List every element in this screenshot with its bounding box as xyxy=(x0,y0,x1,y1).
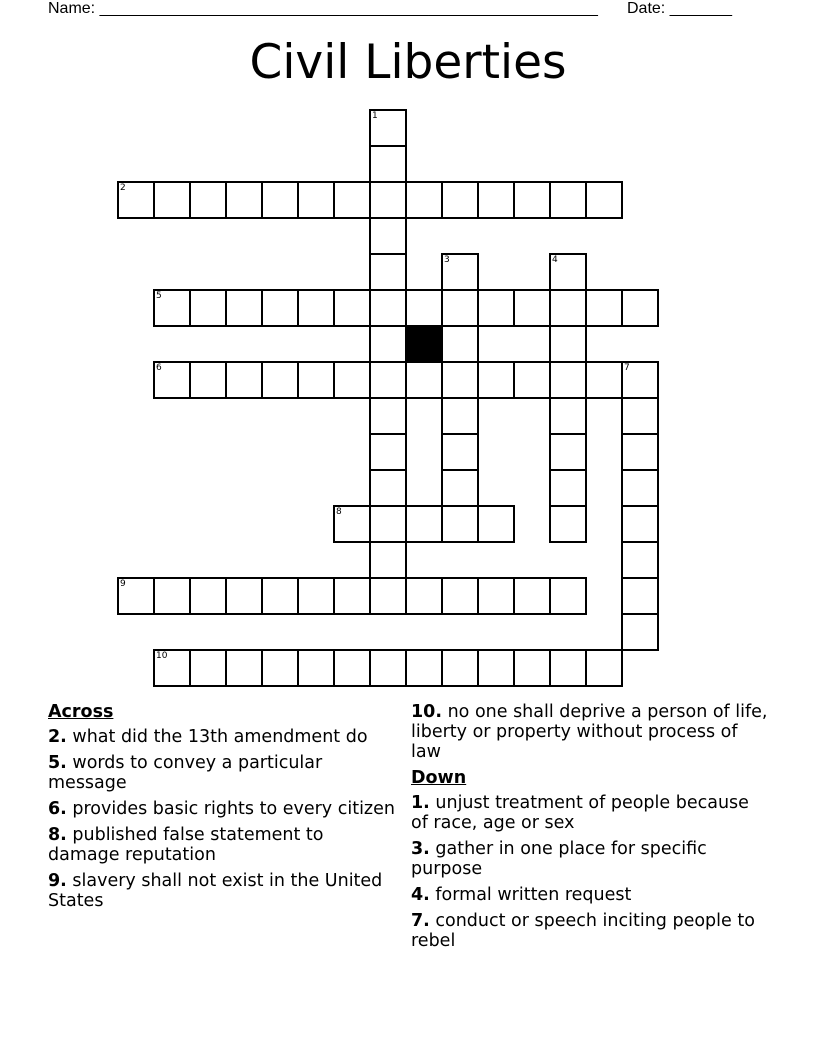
date-field-label: Date: _______ xyxy=(627,0,732,17)
grid-cell[interactable] xyxy=(297,181,335,219)
grid-cell[interactable] xyxy=(441,433,479,471)
grid-cell[interactable] xyxy=(261,181,299,219)
grid-cell[interactable] xyxy=(369,217,407,255)
grid-cell[interactable] xyxy=(225,577,263,615)
clue-down-3 xyxy=(411,839,771,879)
cell-number: 10 xyxy=(156,651,168,661)
grid-cell[interactable] xyxy=(621,469,659,507)
grid-cell[interactable] xyxy=(261,577,299,615)
grid-cell[interactable] xyxy=(441,253,479,291)
grid-cell[interactable] xyxy=(441,361,479,399)
clue-down-1 xyxy=(411,793,771,833)
grid-cell[interactable] xyxy=(333,577,371,615)
cell-number: 9 xyxy=(120,579,126,589)
grid-cell[interactable] xyxy=(405,181,443,219)
grid-cell[interactable] xyxy=(441,505,479,543)
clue-across-2 xyxy=(48,727,398,747)
grid-cell[interactable] xyxy=(549,469,587,507)
grid-cell[interactable] xyxy=(621,613,659,651)
grid-cell[interactable] xyxy=(369,505,407,543)
grid-cell[interactable] xyxy=(477,649,515,687)
grid-cell[interactable] xyxy=(585,361,623,399)
grid-cell[interactable] xyxy=(261,289,299,327)
grid-cell[interactable] xyxy=(189,361,227,399)
clue-number: 2. xyxy=(48,727,67,747)
clue-number: 9. xyxy=(48,871,67,891)
grid-cell[interactable] xyxy=(441,325,479,363)
grid-cell[interactable] xyxy=(441,649,479,687)
grid-cell[interactable] xyxy=(441,469,479,507)
clue-number: 1. xyxy=(411,793,430,813)
grid-cell[interactable] xyxy=(441,397,479,435)
grid-cell[interactable] xyxy=(621,361,659,399)
grid-cell[interactable] xyxy=(405,361,443,399)
grid-cell[interactable] xyxy=(333,649,371,687)
grid-cell[interactable] xyxy=(153,181,191,219)
grid-cell[interactable] xyxy=(405,505,443,543)
cell-number: 3 xyxy=(444,255,450,265)
grid-cell[interactable] xyxy=(405,649,443,687)
grid-cell[interactable] xyxy=(369,577,407,615)
clue-across-9 xyxy=(48,871,398,911)
grid-cell[interactable] xyxy=(621,541,659,579)
clue-number: 10. xyxy=(411,702,443,722)
grid-cell[interactable] xyxy=(189,649,227,687)
grid-cell[interactable] xyxy=(153,289,191,327)
grid-cell[interactable] xyxy=(117,577,155,615)
cell-number: 5 xyxy=(156,291,162,301)
clue-text: conduct or speech inciting people to rebel xyxy=(411,911,755,951)
grid-cell[interactable] xyxy=(585,649,623,687)
grid-cell[interactable] xyxy=(621,289,659,327)
grid-cell[interactable] xyxy=(369,541,407,579)
grid-cell[interactable] xyxy=(153,361,191,399)
grid-cell[interactable] xyxy=(441,181,479,219)
clue-text: unjust treatment of people because of race, age or sex xyxy=(411,793,749,833)
grid-cell[interactable] xyxy=(441,577,479,615)
clue-text: no one shall deprive a person of life, liberty or property without process of law xyxy=(411,702,768,762)
grid-block xyxy=(405,325,443,363)
cell-number: 1 xyxy=(372,111,378,121)
cell-number: 2 xyxy=(120,183,126,193)
clue-number: 5. xyxy=(48,753,67,773)
grid-cell[interactable] xyxy=(189,181,227,219)
grid-cell[interactable] xyxy=(549,289,587,327)
grid-cell[interactable] xyxy=(333,289,371,327)
grid-cell[interactable] xyxy=(549,253,587,291)
grid-cell[interactable] xyxy=(621,433,659,471)
clue-across-10 xyxy=(411,702,771,762)
grid-cell[interactable] xyxy=(513,577,551,615)
grid-cell[interactable] xyxy=(369,253,407,291)
grid-cell[interactable] xyxy=(297,289,335,327)
clues-right-column xyxy=(411,702,771,957)
clue-text: provides basic rights to every citizen xyxy=(66,799,395,819)
grid-cell[interactable] xyxy=(405,577,443,615)
clue-down-7 xyxy=(411,911,771,951)
clue-text: words to convey a particular message xyxy=(48,753,323,793)
clue-text: published false statement to damage reputation xyxy=(48,825,324,865)
clue-number: 8. xyxy=(48,825,67,845)
grid-cell[interactable] xyxy=(369,109,407,147)
grid-cell[interactable] xyxy=(225,181,263,219)
clue-across-8 xyxy=(48,825,398,865)
grid-cell[interactable] xyxy=(261,361,299,399)
grid-cell[interactable] xyxy=(369,469,407,507)
grid-cell[interactable] xyxy=(513,181,551,219)
clues-left-column xyxy=(48,702,398,917)
clue-text: formal written request xyxy=(429,885,632,905)
grid-cell[interactable] xyxy=(549,397,587,435)
grid-cell[interactable] xyxy=(585,181,623,219)
grid-cell[interactable] xyxy=(369,433,407,471)
grid-cell[interactable] xyxy=(549,505,587,543)
grid-cell[interactable] xyxy=(189,577,227,615)
grid-cell[interactable] xyxy=(477,577,515,615)
grid-cell[interactable] xyxy=(513,361,551,399)
clue-text: gather in one place for specific purpose xyxy=(411,839,707,879)
clue-across-6 xyxy=(48,799,398,819)
grid-cell[interactable] xyxy=(153,649,191,687)
grid-cell[interactable] xyxy=(225,289,263,327)
down-heading: Down xyxy=(411,768,467,788)
grid-cell[interactable] xyxy=(333,361,371,399)
grid-cell[interactable] xyxy=(369,325,407,363)
grid-cell[interactable] xyxy=(477,289,515,327)
grid-cell[interactable] xyxy=(189,289,227,327)
clue-number: 7. xyxy=(411,911,430,931)
clue-across-5 xyxy=(48,753,398,793)
clue-number: 4. xyxy=(411,885,430,905)
grid-cell[interactable] xyxy=(441,289,479,327)
grid-cell[interactable] xyxy=(261,649,299,687)
cell-number: 7 xyxy=(624,363,630,373)
grid-cell[interactable] xyxy=(297,649,335,687)
clue-number: 3. xyxy=(411,839,430,859)
across-heading: Across xyxy=(48,702,114,722)
cell-number: 8 xyxy=(336,507,342,517)
grid-cell[interactable] xyxy=(477,361,515,399)
grid-cell[interactable] xyxy=(369,361,407,399)
grid-cell[interactable] xyxy=(513,649,551,687)
grid-cell[interactable] xyxy=(477,181,515,219)
grid-cell[interactable] xyxy=(117,181,155,219)
grid-cell[interactable] xyxy=(549,577,587,615)
clue-number: 6. xyxy=(48,799,67,819)
clue-text: slavery shall not exist in the United States xyxy=(48,871,383,911)
grid-cell[interactable] xyxy=(369,181,407,219)
grid-cell[interactable] xyxy=(369,289,407,327)
grid-cell[interactable] xyxy=(549,649,587,687)
grid-cell[interactable] xyxy=(369,145,407,183)
grid-cell[interactable] xyxy=(297,361,335,399)
cell-number: 6 xyxy=(156,363,162,373)
grid-cell[interactable] xyxy=(225,361,263,399)
grid-cell[interactable] xyxy=(297,577,335,615)
grid-cell[interactable] xyxy=(621,577,659,615)
grid-cell[interactable] xyxy=(477,505,515,543)
grid-cell[interactable] xyxy=(549,361,587,399)
grid-cell[interactable] xyxy=(333,181,371,219)
grid-cell[interactable] xyxy=(225,649,263,687)
grid-cell[interactable] xyxy=(369,397,407,435)
grid-cell[interactable] xyxy=(369,649,407,687)
puzzle-title: Civil Liberties xyxy=(249,35,567,90)
grid-cell[interactable] xyxy=(513,289,551,327)
grid-cell[interactable] xyxy=(333,505,371,543)
clue-down-4 xyxy=(411,885,771,905)
name-field-label: Name: ________________________________________________________ xyxy=(48,0,598,17)
grid-cell[interactable] xyxy=(585,289,623,327)
grid-cell[interactable] xyxy=(153,577,191,615)
grid-cell[interactable] xyxy=(621,397,659,435)
grid-cell[interactable] xyxy=(621,505,659,543)
cell-number: 4 xyxy=(552,255,558,265)
grid-cell[interactable] xyxy=(405,289,443,327)
grid-cell[interactable] xyxy=(549,433,587,471)
grid-cell[interactable] xyxy=(549,325,587,363)
grid-cell[interactable] xyxy=(549,181,587,219)
clue-text: what did the 13th amendment do xyxy=(66,727,368,747)
